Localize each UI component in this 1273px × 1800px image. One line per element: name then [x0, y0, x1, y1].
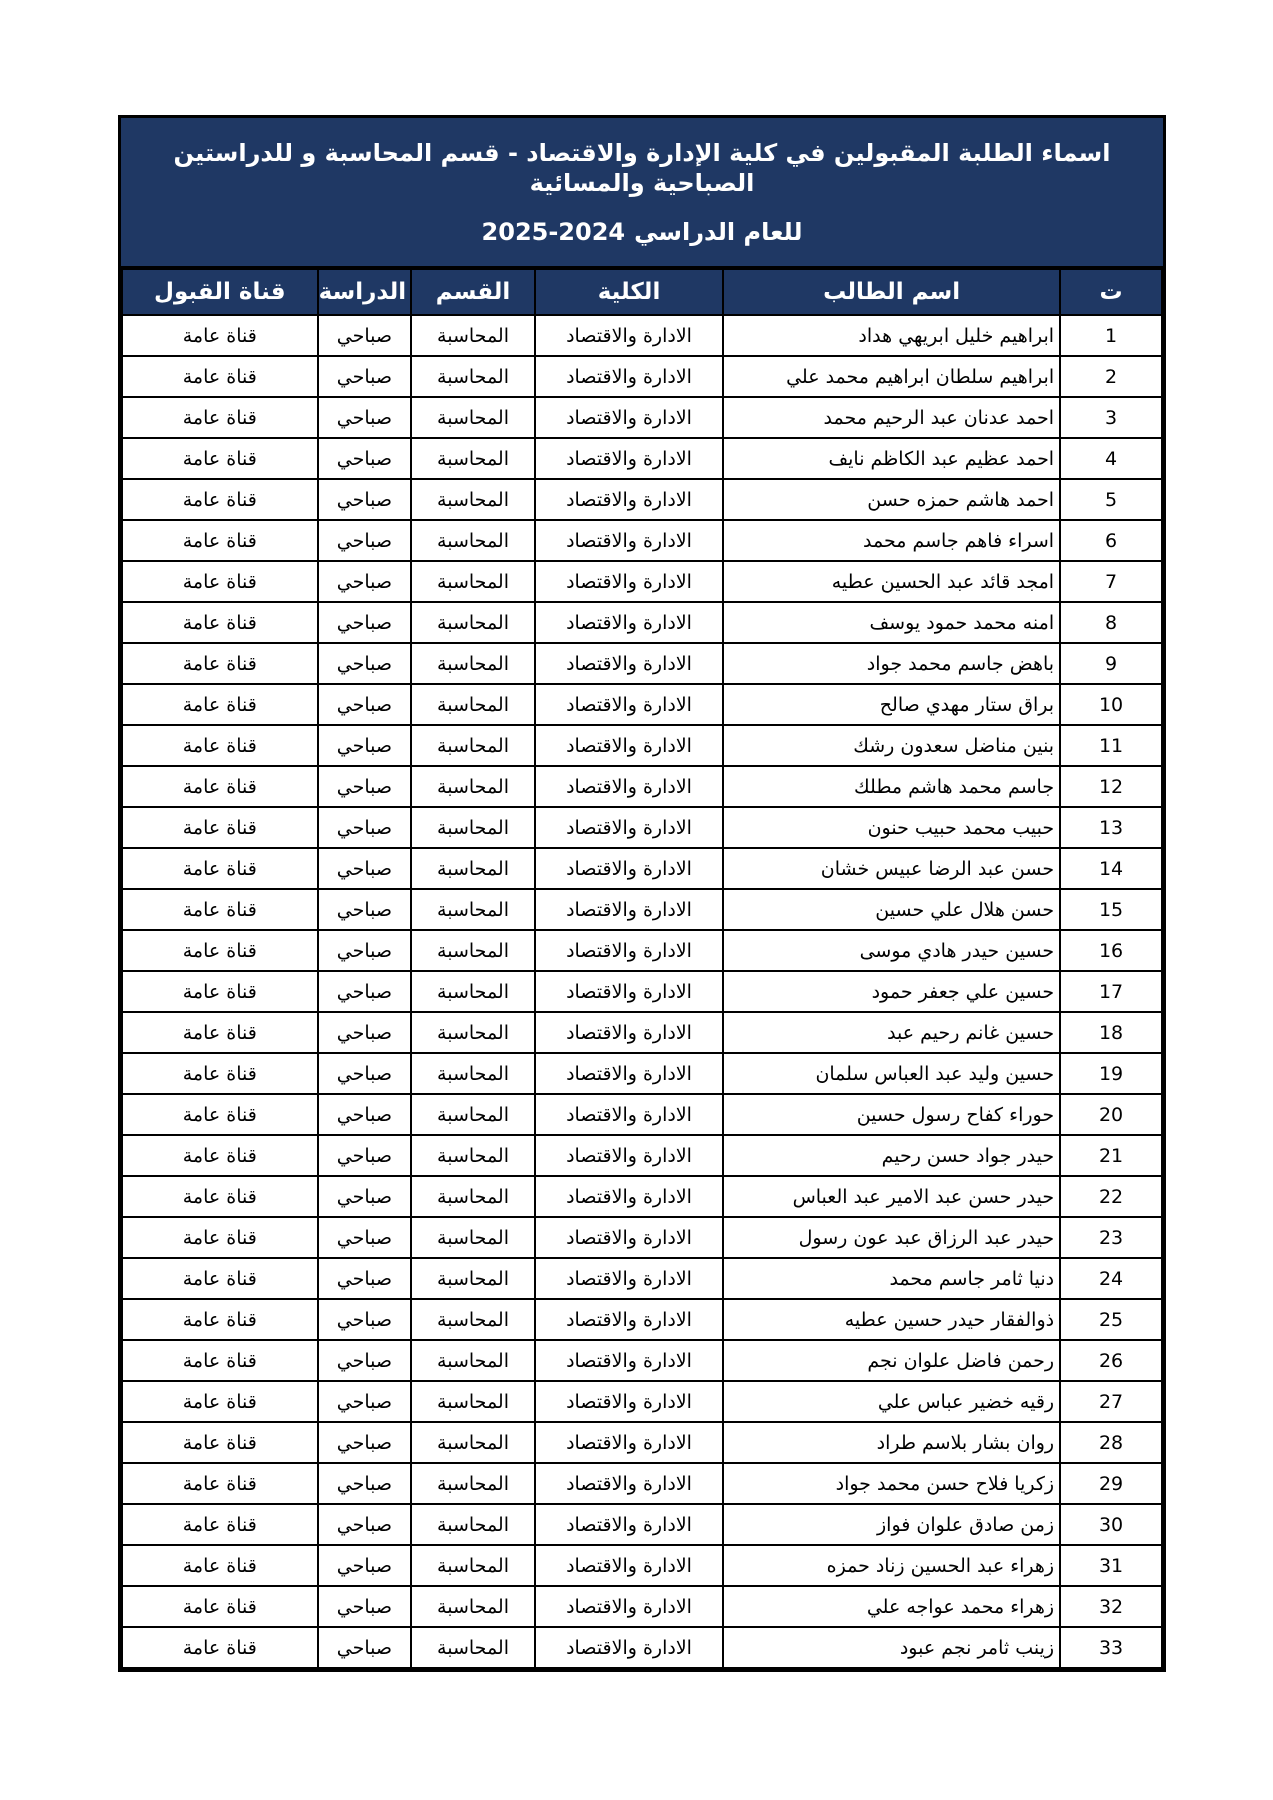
cell-college: الادارة والاقتصاد — [535, 643, 723, 684]
cell-student-name: حيدر عبد الرزاق عبد عون رسول — [723, 1217, 1060, 1258]
cell-no: 8 — [1060, 602, 1162, 643]
cell-college: الادارة والاقتصاد — [535, 356, 723, 397]
cell-department: المحاسبة — [411, 971, 535, 1012]
cell-admission-channel: قناة عامة — [122, 971, 318, 1012]
table-row — [122, 1094, 1162, 1135]
cell-study: صباحي — [318, 1217, 412, 1258]
cell-study: صباحي — [318, 930, 412, 971]
cell-study: صباحي — [318, 315, 412, 356]
cell-admission-channel: قناة عامة — [122, 1422, 318, 1463]
cell-study: صباحي — [318, 520, 412, 561]
cell-admission-channel: قناة عامة — [122, 1586, 318, 1627]
cell-no: 2 — [1060, 356, 1162, 397]
cell-admission-channel: قناة عامة — [122, 1299, 318, 1340]
cell-college: الادارة والاقتصاد — [535, 1627, 723, 1668]
cell-student-name: امجد قائد عبد الحسين عطيه — [723, 561, 1060, 602]
cell-no: 5 — [1060, 479, 1162, 520]
cell-admission-channel: قناة عامة — [122, 602, 318, 643]
cell-student-name: ابراهيم سلطان ابراهيم محمد علي — [723, 356, 1060, 397]
cell-department: المحاسبة — [411, 520, 535, 561]
cell-study: صباحي — [318, 889, 412, 930]
cell-college: الادارة والاقتصاد — [535, 520, 723, 561]
table-row — [122, 643, 1162, 684]
cell-department: المحاسبة — [411, 1627, 535, 1668]
cell-admission-channel: قناة عامة — [122, 1094, 318, 1135]
cell-no: 31 — [1060, 1545, 1162, 1586]
cell-department: المحاسبة — [411, 1463, 535, 1504]
table-row — [122, 1176, 1162, 1217]
cell-no: 17 — [1060, 971, 1162, 1012]
cell-student-name: رحمن فاضل علوان نجم — [723, 1340, 1060, 1381]
cell-no: 7 — [1060, 561, 1162, 602]
cell-college: الادارة والاقتصاد — [535, 807, 723, 848]
table-row — [122, 1299, 1162, 1340]
cell-student-name: حسين علي جعفر حمود — [723, 971, 1060, 1012]
cell-admission-channel: قناة عامة — [122, 766, 318, 807]
col-header-college: الكلية — [535, 269, 723, 315]
cell-study: صباحي — [318, 1053, 412, 1094]
cell-study: صباحي — [318, 1340, 412, 1381]
table-row — [122, 397, 1162, 438]
table-row — [122, 602, 1162, 643]
cell-student-name: حبيب محمد حبيب حنون — [723, 807, 1060, 848]
cell-student-name: امنه محمد حمود يوسف — [723, 602, 1060, 643]
cell-admission-channel: قناة عامة — [122, 1381, 318, 1422]
cell-department: المحاسبة — [411, 1340, 535, 1381]
cell-no: 21 — [1060, 1135, 1162, 1176]
table-row — [122, 725, 1162, 766]
cell-admission-channel: قناة عامة — [122, 520, 318, 561]
cell-study: صباحي — [318, 807, 412, 848]
cell-department: المحاسبة — [411, 561, 535, 602]
cell-college: الادارة والاقتصاد — [535, 1094, 723, 1135]
cell-study: صباحي — [318, 848, 412, 889]
cell-college: الادارة والاقتصاد — [535, 397, 723, 438]
cell-college: الادارة والاقتصاد — [535, 725, 723, 766]
cell-study: صباحي — [318, 1135, 412, 1176]
cell-admission-channel: قناة عامة — [122, 1217, 318, 1258]
cell-no: 4 — [1060, 438, 1162, 479]
cell-college: الادارة والاقتصاد — [535, 1012, 723, 1053]
cell-student-name: اسراء فاهم جاسم محمد — [723, 520, 1060, 561]
cell-student-name: حيدر جواد حسن رحيم — [723, 1135, 1060, 1176]
cell-study: صباحي — [318, 684, 412, 725]
cell-study: صباحي — [318, 1094, 412, 1135]
cell-admission-channel: قناة عامة — [122, 1135, 318, 1176]
cell-no: 3 — [1060, 397, 1162, 438]
cell-student-name: حسين وليد عبد العباس سلمان — [723, 1053, 1060, 1094]
cell-college: الادارة والاقتصاد — [535, 1381, 723, 1422]
cell-no: 11 — [1060, 725, 1162, 766]
table-row — [122, 1053, 1162, 1094]
cell-study: صباحي — [318, 643, 412, 684]
cell-study: صباحي — [318, 602, 412, 643]
cell-department: المحاسبة — [411, 1299, 535, 1340]
table-row — [122, 1340, 1162, 1381]
cell-student-name: احمد عظيم عبد الكاظم نايف — [723, 438, 1060, 479]
cell-department: المحاسبة — [411, 1381, 535, 1422]
col-header-admission-channel: قناة القبول — [122, 269, 318, 315]
cell-department: المحاسبة — [411, 1094, 535, 1135]
cell-department: المحاسبة — [411, 397, 535, 438]
cell-no: 22 — [1060, 1176, 1162, 1217]
cell-no: 27 — [1060, 1381, 1162, 1422]
cell-student-name: حسن عبد الرضا عبيس خشان — [723, 848, 1060, 889]
table-row — [122, 1463, 1162, 1504]
cell-study: صباحي — [318, 1504, 412, 1545]
cell-college: الادارة والاقتصاد — [535, 1422, 723, 1463]
cell-department: المحاسبة — [411, 1217, 535, 1258]
cell-study: صباحي — [318, 1627, 412, 1668]
cell-college: الادارة والاقتصاد — [535, 1545, 723, 1586]
table-row — [122, 766, 1162, 807]
cell-college: الادارة والاقتصاد — [535, 1176, 723, 1217]
cell-study: صباحي — [318, 397, 412, 438]
cell-study: صباحي — [318, 1176, 412, 1217]
table-row — [122, 1258, 1162, 1299]
cell-student-name: حسين حيدر هادي موسى — [723, 930, 1060, 971]
col-header-student-name: اسم الطالب — [723, 269, 1060, 315]
cell-study: صباحي — [318, 1545, 412, 1586]
cell-student-name: بنين مناضل سعدون رشك — [723, 725, 1060, 766]
title-line-1: اسماء الطلبة المقبولين في كلية الإدارة والاقتصاد - قسم المحاسبة و للدراستين الصباحية والمسائية — [173, 139, 1111, 197]
table-row — [122, 1217, 1162, 1258]
cell-college: الادارة والاقتصاد — [535, 1586, 723, 1627]
table-row — [122, 1422, 1162, 1463]
cell-admission-channel: قناة عامة — [122, 315, 318, 356]
students-table-container — [118, 115, 1166, 1672]
cell-student-name: احمد عدنان عبد الرحيم محمد — [723, 397, 1060, 438]
cell-student-name: حوراء كفاح رسول حسين — [723, 1094, 1060, 1135]
cell-admission-channel: قناة عامة — [122, 1545, 318, 1586]
cell-admission-channel: قناة عامة — [122, 561, 318, 602]
cell-department: المحاسبة — [411, 848, 535, 889]
cell-student-name: رقيه خضير عباس علي — [723, 1381, 1060, 1422]
cell-study: صباحي — [318, 725, 412, 766]
table-row — [122, 971, 1162, 1012]
cell-department: المحاسبة — [411, 643, 535, 684]
cell-study: صباحي — [318, 561, 412, 602]
cell-study: صباحي — [318, 1258, 412, 1299]
cell-department: المحاسبة — [411, 602, 535, 643]
cell-student-name: روان بشار بلاسم طراد — [723, 1422, 1060, 1463]
table-row — [122, 438, 1162, 479]
cell-no: 32 — [1060, 1586, 1162, 1627]
cell-admission-channel: قناة عامة — [122, 1463, 318, 1504]
cell-college: الادارة والاقتصاد — [535, 315, 723, 356]
cell-no: 33 — [1060, 1627, 1162, 1668]
cell-department: المحاسبة — [411, 1545, 535, 1586]
title-line-2 — [482, 218, 803, 246]
cell-study: صباحي — [318, 356, 412, 397]
cell-college: الادارة والاقتصاد — [535, 1217, 723, 1258]
cell-department: المحاسبة — [411, 1135, 535, 1176]
cell-study: صباحي — [318, 1422, 412, 1463]
cell-no: 26 — [1060, 1340, 1162, 1381]
cell-college: الادارة والاقتصاد — [535, 1135, 723, 1176]
cell-student-name: زهراء محمد عواجه علي — [723, 1586, 1060, 1627]
cell-college: الادارة والاقتصاد — [535, 766, 723, 807]
cell-college: الادارة والاقتصاد — [535, 1299, 723, 1340]
cell-department: المحاسبة — [411, 684, 535, 725]
table-row — [122, 356, 1162, 397]
cell-department: المحاسبة — [411, 1053, 535, 1094]
cell-no: 23 — [1060, 1217, 1162, 1258]
cell-student-name: حسين غانم رحيم عبد — [723, 1012, 1060, 1053]
table-row — [122, 1504, 1162, 1545]
cell-study: صباحي — [318, 971, 412, 1012]
table-row — [122, 1381, 1162, 1422]
table-row — [122, 1545, 1162, 1586]
cell-no: 13 — [1060, 807, 1162, 848]
cell-admission-channel: قناة عامة — [122, 1053, 318, 1094]
table-row — [122, 561, 1162, 602]
col-header-no: ت — [1060, 269, 1162, 315]
cell-student-name: حيدر حسن عبد الامير عبد العباس — [723, 1176, 1060, 1217]
cell-department: المحاسبة — [411, 725, 535, 766]
table-row — [122, 930, 1162, 971]
cell-admission-channel: قناة عامة — [122, 397, 318, 438]
cell-student-name: دنيا ثامر جاسم محمد — [723, 1258, 1060, 1299]
cell-admission-channel: قناة عامة — [122, 1504, 318, 1545]
table-row — [122, 315, 1162, 356]
cell-department: المحاسبة — [411, 479, 535, 520]
cell-student-name: احمد هاشم حمزه حسن — [723, 479, 1060, 520]
cell-college: الادارة والاقتصاد — [535, 1463, 723, 1504]
cell-department: المحاسبة — [411, 1586, 535, 1627]
cell-no: 6 — [1060, 520, 1162, 561]
col-header-study: الدراسة — [318, 269, 412, 315]
table-row — [122, 479, 1162, 520]
cell-study: صباحي — [318, 1586, 412, 1627]
cell-department: المحاسبة — [411, 889, 535, 930]
cell-department: المحاسبة — [411, 315, 535, 356]
cell-no: 1 — [1060, 315, 1162, 356]
cell-department: المحاسبة — [411, 1422, 535, 1463]
cell-no: 10 — [1060, 684, 1162, 725]
cell-no: 15 — [1060, 889, 1162, 930]
cell-college: الادارة والاقتصاد — [535, 889, 723, 930]
cell-department: المحاسبة — [411, 1258, 535, 1299]
cell-student-name: ابراهيم خليل ابريهي هداد — [723, 315, 1060, 356]
cell-admission-channel: قناة عامة — [122, 848, 318, 889]
cell-study: صباحي — [318, 1463, 412, 1504]
table-row — [122, 889, 1162, 930]
cell-no: 20 — [1060, 1094, 1162, 1135]
cell-no: 9 — [1060, 643, 1162, 684]
table-row — [122, 520, 1162, 561]
cell-admission-channel: قناة عامة — [122, 438, 318, 479]
cell-no: 14 — [1060, 848, 1162, 889]
cell-admission-channel: قناة عامة — [122, 1176, 318, 1217]
cell-college: الادارة والاقتصاد — [535, 1258, 723, 1299]
cell-student-name: زينب ثامر نجم عبود — [723, 1627, 1060, 1668]
title-year-value: 2025-2024 — [481, 218, 626, 246]
cell-student-name: باهض جاسم محمد جواد — [723, 643, 1060, 684]
cell-student-name: زكريا فلاح حسن محمد جواد — [723, 1463, 1060, 1504]
cell-college: الادارة والاقتصاد — [535, 1053, 723, 1094]
cell-admission-channel: قناة عامة — [122, 930, 318, 971]
cell-admission-channel: قناة عامة — [122, 356, 318, 397]
cell-department: المحاسبة — [411, 1176, 535, 1217]
cell-student-name: زمن صادق علوان فواز — [723, 1504, 1060, 1545]
cell-college: الادارة والاقتصاد — [535, 479, 723, 520]
cell-department: المحاسبة — [411, 807, 535, 848]
cell-department: المحاسبة — [411, 1504, 535, 1545]
students-table — [121, 268, 1163, 1669]
cell-admission-channel: قناة عامة — [122, 684, 318, 725]
cell-college: الادارة والاقتصاد — [535, 930, 723, 971]
table-header-row — [122, 269, 1162, 315]
cell-student-name: ذوالفقار حيدر حسين عطيه — [723, 1299, 1060, 1340]
table-row — [122, 1135, 1162, 1176]
cell-admission-channel: قناة عامة — [122, 725, 318, 766]
cell-study: صباحي — [318, 1381, 412, 1422]
cell-student-name: براق ستار مهدي صالح — [723, 684, 1060, 725]
cell-student-name: حسن هلال علي حسين — [723, 889, 1060, 930]
cell-admission-channel: قناة عامة — [122, 1012, 318, 1053]
cell-college: الادارة والاقتصاد — [535, 848, 723, 889]
cell-department: المحاسبة — [411, 766, 535, 807]
cell-department: المحاسبة — [411, 356, 535, 397]
cell-college: الادارة والاقتصاد — [535, 561, 723, 602]
cell-student-name: جاسم محمد هاشم مطلك — [723, 766, 1060, 807]
title-year-label: للعام الدراسي — [634, 218, 803, 246]
cell-college: الادارة والاقتصاد — [535, 684, 723, 725]
cell-college: الادارة والاقتصاد — [535, 438, 723, 479]
cell-no: 28 — [1060, 1422, 1162, 1463]
cell-admission-channel: قناة عامة — [122, 1258, 318, 1299]
table-row — [122, 684, 1162, 725]
col-header-department: القسم — [411, 269, 535, 315]
cell-college: الادارة والاقتصاد — [535, 971, 723, 1012]
cell-admission-channel: قناة عامة — [122, 807, 318, 848]
table-row — [122, 848, 1162, 889]
table-row — [122, 1586, 1162, 1627]
cell-no: 12 — [1060, 766, 1162, 807]
cell-admission-channel: قناة عامة — [122, 889, 318, 930]
cell-admission-channel: قناة عامة — [122, 1340, 318, 1381]
cell-student-name: زهراء عبد الحسين زناد حمزه — [723, 1545, 1060, 1586]
cell-no: 18 — [1060, 1012, 1162, 1053]
cell-study: صباحي — [318, 1012, 412, 1053]
table-row — [122, 1012, 1162, 1053]
cell-department: المحاسبة — [411, 438, 535, 479]
cell-no: 30 — [1060, 1504, 1162, 1545]
cell-college: الادارة والاقتصاد — [535, 602, 723, 643]
cell-study: صباحي — [318, 766, 412, 807]
cell-admission-channel: قناة عامة — [122, 1627, 318, 1668]
cell-college: الادارة والاقتصاد — [535, 1504, 723, 1545]
cell-department: المحاسبة — [411, 1012, 535, 1053]
cell-no: 16 — [1060, 930, 1162, 971]
cell-department: المحاسبة — [411, 930, 535, 971]
cell-no: 19 — [1060, 1053, 1162, 1094]
cell-study: صباحي — [318, 479, 412, 520]
cell-study: صباحي — [318, 1299, 412, 1340]
cell-no: 24 — [1060, 1258, 1162, 1299]
table-row — [122, 1627, 1162, 1668]
cell-study: صباحي — [318, 438, 412, 479]
cell-admission-channel: قناة عامة — [122, 479, 318, 520]
table-title-banner — [121, 118, 1163, 268]
cell-no: 25 — [1060, 1299, 1162, 1340]
table-row — [122, 807, 1162, 848]
cell-college: الادارة والاقتصاد — [535, 1340, 723, 1381]
cell-no: 29 — [1060, 1463, 1162, 1504]
cell-admission-channel: قناة عامة — [122, 643, 318, 684]
